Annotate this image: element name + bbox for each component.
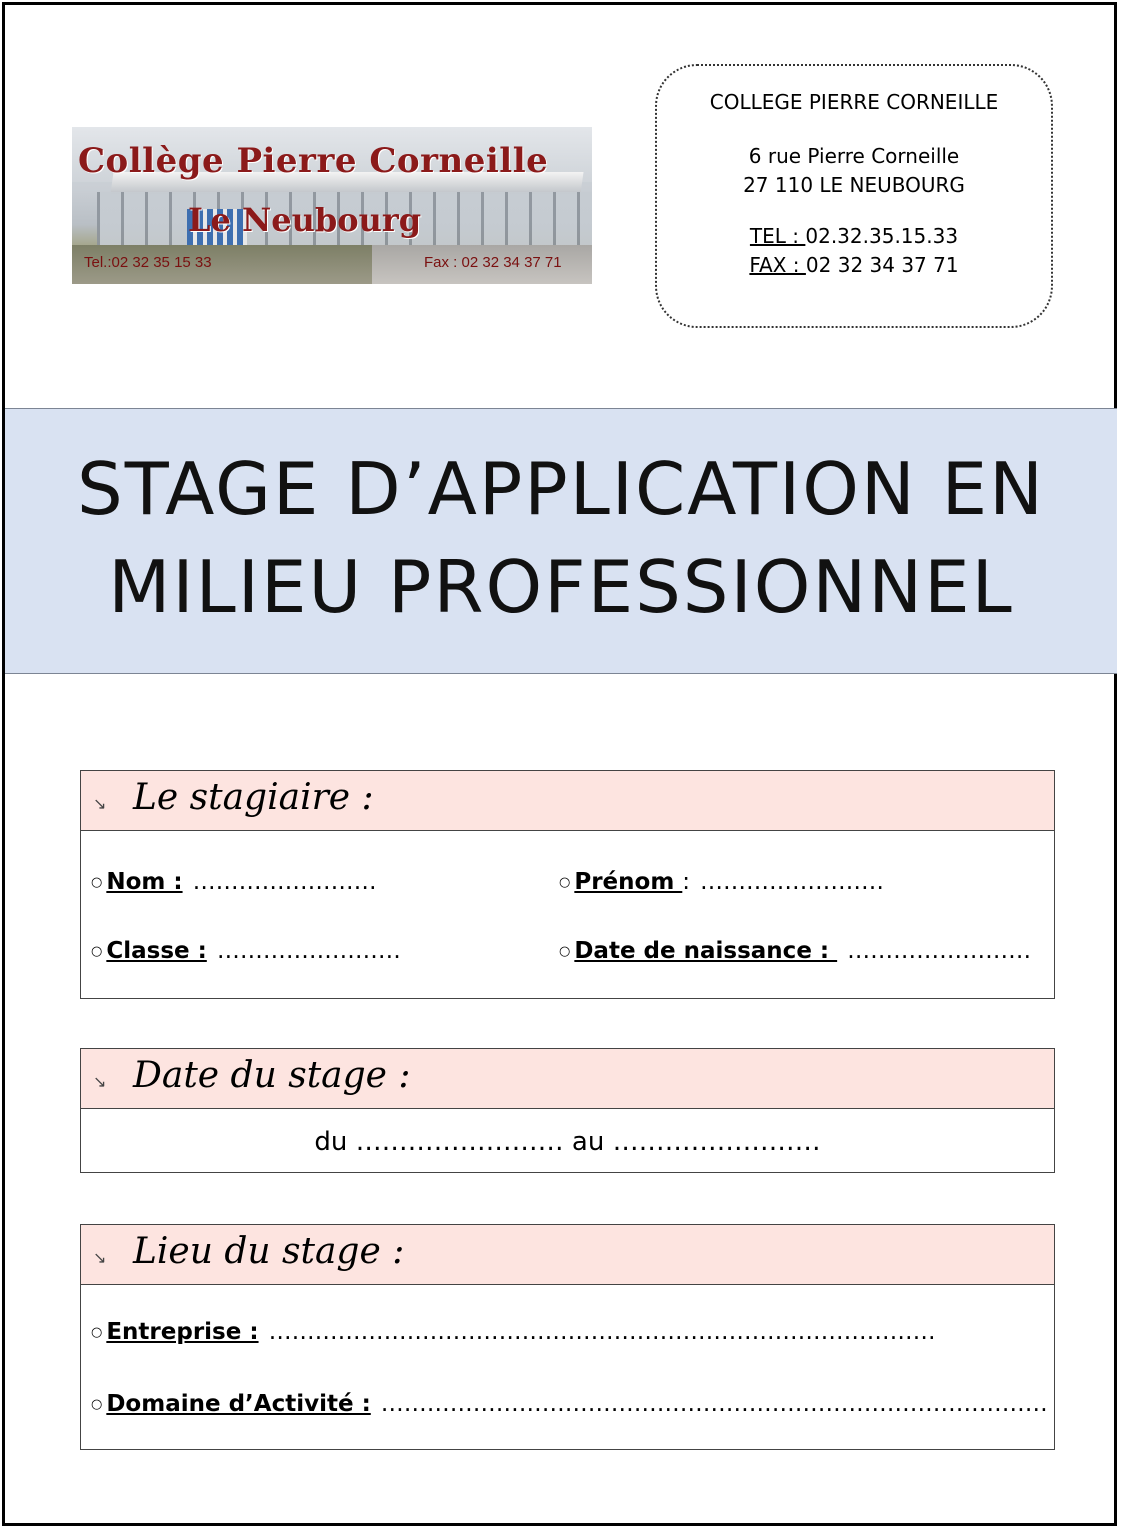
date-range [81, 1127, 1054, 1157]
section-header [81, 1049, 1054, 1109]
date-au-label: au [571, 1127, 605, 1157]
field-blank[interactable]: …………………………………………………………………………… [380, 1391, 1048, 1417]
section-date-stage [80, 1048, 1055, 1173]
date-au-blank[interactable]: …………………… [612, 1127, 821, 1157]
field-label: Domaine d’Activité : [106, 1391, 371, 1417]
field-blank[interactable]: …………………… [216, 938, 401, 964]
section-lieu-stage [80, 1224, 1055, 1450]
tel-value: 02.32.35.15.33 [805, 224, 959, 248]
bullet-icon: ○ [91, 1325, 103, 1340]
logo-fax: Fax : 02 32 34 37 71 [424, 254, 562, 271]
field-nom[interactable] [91, 869, 377, 895]
field-classe[interactable] [91, 938, 401, 964]
section-title: Date du stage : [133, 1055, 411, 1096]
field-label: Prénom [574, 869, 683, 895]
field-blank[interactable]: …………………… [192, 869, 377, 895]
school-logo-banner [72, 127, 592, 284]
section-stagiaire [80, 770, 1055, 999]
pointing-arrow-icon: ↘ [93, 1074, 107, 1091]
tel-label: TEL : [749, 224, 806, 248]
field-blank[interactable]: …………………… [700, 869, 885, 895]
section-header [81, 771, 1054, 831]
school-name: COLLEGE PIERRE CORNEILLE [709, 90, 999, 114]
tel-line [657, 224, 1051, 248]
fax-label: FAX : [749, 253, 806, 277]
pointing-arrow-icon: ↘ [93, 1250, 107, 1267]
field-date-naissance[interactable] [559, 938, 1031, 964]
section-header [81, 1225, 1054, 1285]
city-address: 27 110 LE NEUBOURG [743, 173, 965, 197]
field-label: Classe : [106, 938, 207, 964]
section-title: Le stagiaire : [133, 777, 374, 818]
bullet-icon: ○ [91, 944, 103, 959]
bullet-icon: ○ [559, 944, 571, 959]
field-prenom[interactable] [559, 869, 884, 895]
bullet-icon: ○ [91, 875, 103, 890]
bullet-icon: ○ [559, 875, 571, 890]
field-colon: : [682, 869, 691, 895]
pointing-arrow-icon: ↘ [93, 796, 107, 813]
field-blank[interactable]: …………………… [847, 938, 1032, 964]
fax-line [657, 253, 1051, 277]
fax-value: 02 32 34 37 71 [805, 253, 959, 277]
main-title-line2: MILIEU PROFESSIONNEL [108, 545, 1014, 629]
main-title-band [5, 408, 1117, 674]
field-label: Date de naissance : [574, 938, 838, 964]
logo-title-line1: Collège Pierre Corneille [78, 141, 549, 181]
bullet-icon: ○ [91, 1397, 103, 1412]
logo-title-line2: Le Neubourg [188, 201, 422, 239]
section-title: Lieu du stage : [133, 1231, 405, 1272]
logo-tel: Tel.:02 32 35 15 33 [84, 254, 212, 271]
field-entreprise[interactable] [91, 1319, 936, 1345]
field-label: Nom : [106, 869, 183, 895]
main-title-line1: STAGE D’APPLICATION EN [77, 447, 1045, 531]
field-blank[interactable]: …………………………………………………………………………… [268, 1319, 936, 1345]
field-label: Entreprise : [106, 1319, 259, 1345]
field-domaine-activite[interactable] [91, 1391, 1048, 1417]
date-du-blank[interactable]: …………………… [355, 1127, 564, 1157]
date-du-label: du [314, 1127, 348, 1157]
address-box [655, 64, 1053, 328]
street-address: 6 rue Pierre Corneille [748, 144, 960, 168]
